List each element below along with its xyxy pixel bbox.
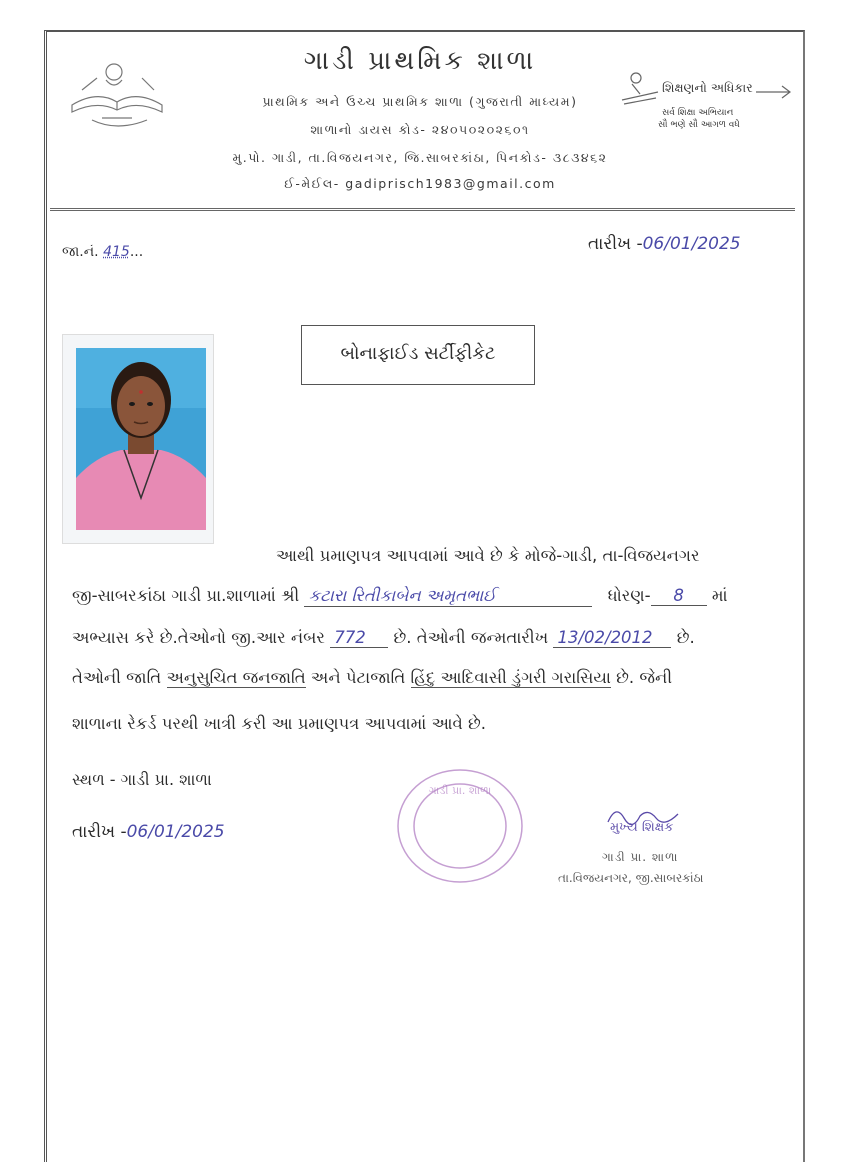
rte-brand-text: શિક્ષણનો અધિકાર: [662, 80, 753, 95]
signatory-school: ગાડી પ્રા. શાળા: [602, 850, 679, 864]
line2-text-mid: ધોરણ-: [607, 586, 651, 605]
body-line-5: શાળાના રેકર્ડ પરથી ખાત્રી કરી આ પ્રમાણપત્ર આપવામાં આવે છે.: [72, 714, 487, 733]
issue-date-bottom: [72, 822, 225, 842]
subcaste-field: હિંદુ આદિવાસી ડુંગરી ગરાસિયા: [410, 668, 611, 687]
school-subtitle: પ્રાથમિક અને ઉચ્ચ પ્રાથમિક શાળા (ગુજરાતી માધ્યમ): [262, 94, 578, 109]
school-stamp: [392, 764, 528, 888]
body-line-3: [72, 628, 695, 648]
date-top-label: તારીખ -: [588, 234, 643, 254]
school-name: ગાડી પ્રાથમિક શાળા: [303, 46, 537, 76]
signatory-title: મુખ્ય શિક્ષક: [610, 820, 674, 835]
reference-label: જા.નં.: [62, 244, 104, 260]
line4-text-post: છે. જેની: [616, 668, 673, 687]
line3-text-pre: અભ્યાસ કરે છે.તેઓનો જી.આર નંબર: [72, 628, 325, 647]
gr-number-field: 772: [330, 628, 388, 648]
signature-block: [552, 800, 762, 900]
ssa-text: સર્વ શિક્ષા અભિયાન: [662, 108, 734, 118]
signatory-address: તા.વિજયનગર, જી.સાબરકાંઠા: [558, 871, 704, 885]
body-line-4: [72, 668, 672, 688]
line4-text-mid: અને પેટાજાતિ: [310, 668, 406, 687]
line3-text-post: છે.: [676, 628, 695, 647]
reference-dots: ...: [129, 244, 144, 260]
header-divider: [50, 208, 795, 211]
school-email: ઈ-મેઈલ- gadiprisch1983@gmail.com: [284, 176, 556, 191]
date-bottom-value: 06/01/2025: [126, 822, 225, 842]
birth-date-field: 13/02/2012: [553, 628, 671, 648]
student-photo: [76, 348, 206, 530]
reference-number: [62, 244, 143, 260]
certificate-title: બોનાફાઈડ સર્ટીફીકેટ: [301, 325, 535, 385]
caste-field: અનુસુચિત જનજાતિ: [166, 668, 306, 687]
date-top-value: 06/01/2025: [642, 234, 741, 254]
reference-value: 415: [103, 244, 130, 260]
line2-text-post: માં: [711, 586, 728, 605]
student-name-field: કટારા રિતીકાબેન અમૃતભાઈ: [304, 586, 592, 607]
line4-text-pre: તેઓની જાતિ: [72, 668, 162, 687]
standard-field: 8: [651, 586, 707, 606]
place-line: સ્થળ - ગાડી પ્રા. શાળા: [72, 770, 212, 789]
dise-code: શાળાનો ડાયસ કોડ- ૨૪૦૫૦૨૦૨૬૦૧: [310, 122, 530, 137]
issue-date-top: [588, 234, 741, 254]
date-bottom-label: તારીખ -: [72, 822, 127, 842]
stamp-text: ગાડી પ્રા. શાળા: [428, 784, 492, 797]
body-line-1: આથી પ્રમાણપત્ર આપવામાં આવે છે કે મોજે-ગાડી, તા-વિજયનગર: [276, 546, 700, 565]
ssa-slogan: સૌ ભણે સૌ આગળ વધે: [658, 120, 740, 130]
line3-text-mid: છે. તેઓની જન્મતારીખ: [393, 628, 549, 647]
school-emblem-logo: [62, 50, 172, 140]
body-line-2: [72, 586, 728, 607]
rte-logo: [618, 70, 798, 140]
line2-text-pre: જી-સાબરકાંઠા ગાડી પ્રા.શાળામાં શ્રી: [72, 586, 300, 605]
school-address: મુ.પો. ગાડી, તા.વિજયનગર, જિ.સાબરકાંઠા, પિનકોડ- ૩૮૩૪૬૨: [232, 150, 608, 165]
